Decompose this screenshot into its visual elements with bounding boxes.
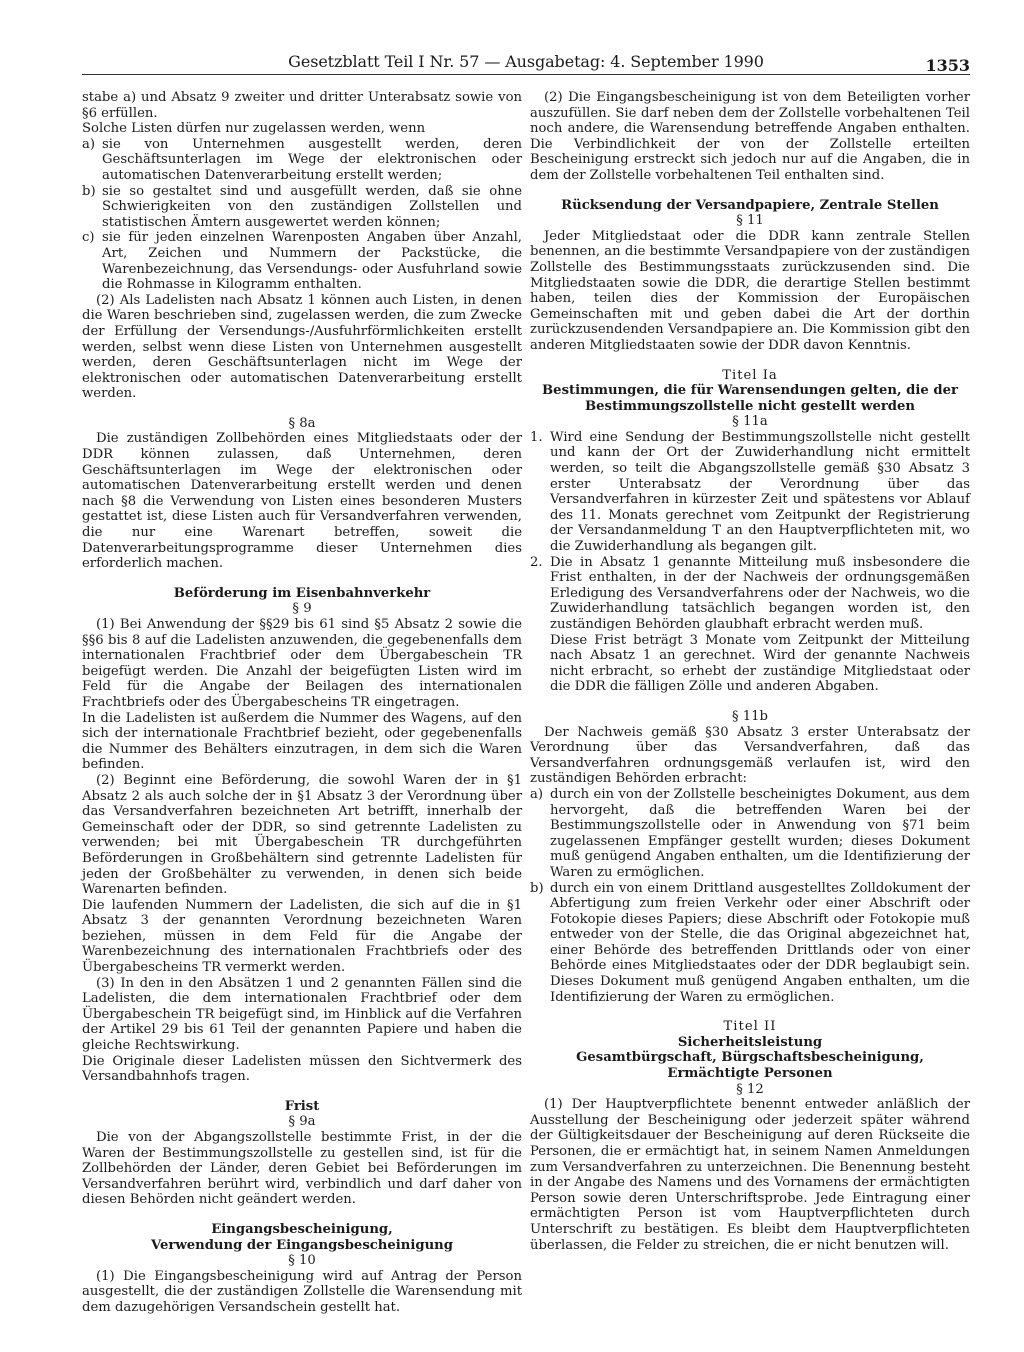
section-number-9: § 9	[292, 601, 312, 617]
right-column	[530, 90, 970, 1253]
section-number-10: § 10	[288, 1253, 316, 1269]
heading-2-line3: Ermächtigte Personen	[667, 1066, 833, 1082]
list-text: sie für jeden einzelnen Warenposten Angaben über Anzahl, Art, Zeichen und Nummern der Packstücke, die Warenbezeichnung, das Versendungs- oder Ausfuhrland sowie die Rohmasse in Kilogramm enthalten.	[102, 230, 522, 293]
list-text: sie so gestaltet sind und ausgefüllt werden, daß sie ohne Schwierigkeiten von den zuständigen Zollstellen und statistischen Ämtern ausgewertet werden können;	[102, 183, 522, 230]
left-column	[82, 90, 522, 1316]
list-label: a)	[82, 136, 96, 152]
heading-2-line1: Sicherheitsleistung	[677, 1034, 823, 1050]
heading-2-line2: Gesamtbürgschaft, Bürgschaftsbescheinigung,	[576, 1050, 924, 1066]
list-label: c)	[82, 230, 95, 246]
list-item	[82, 184, 522, 231]
paragraph-8a: Die zuständigen Zollbehörden eines Mitgliedstaats oder der DDR können zulassen, daß Unternehmen, deren Geschäftsunterlagen im Wege der elektronischen oder automatischen Datenverarbeitung erstellt werden und denen nach §8 die Verwendung von Listen eines besonderen Musters gestattet ist, diese Listen auch für Versandverfahren verwenden, die nur eine Warenart betreffen, soweit die Datenverarbeitungsprogramme dieser Unternehmen dies erforderlich machen.	[82, 431, 522, 572]
paragraph-12-1: (1) Der Hauptverpflichtete benennt entweder anläßlich der Ausstellung der Bescheinigung oder jederzeit später während der Gültigkeitsdauer der Bescheinigung auf deren Rückseite die Personen, die er ermächtigt hat, in seinem Namen Anmeldungen zum Versandverfahren zu unterzeichnen. Die Benennung besteht in der Angabe des Namens und des Vornamens der ermächtigten Person sowie deren Unterschriftsprobe. Jede Eintragung einer ermächtigten Person ist vom Hauptverpflichteten durch Unterschrift zu bestätigen. Es bleibt dem Hauptverpflichteten überlassen, die Felder zu streichen, die er nicht benutzen will.	[530, 1097, 970, 1253]
paragraph-8-2: (2) Als Ladelisten nach Absatz 1 können auch Listen, in denen die Waren beschrieben sind, zugelassen werden, die zum Zwecke der Erfüllung der Versendungs-/Ausfuhrförmlichkeiten erstellt werden, selbst wenn diese Listen von Unternehmen ausgestellt werden, deren Geschäftsunterlagen nicht im Wege der elektronischen oder automatischen Datenverarbeitung erstellt werden.	[82, 292, 522, 402]
section-number-9a: § 9a	[288, 1114, 316, 1130]
paragraph-11b: Der Nachweis gemäß §30 Absatz 3 erster Unterabsatz der Verordnung über das Versandverfahren, daß das Versandverfahren ordnungsgemäß verlaufen ist, wird den zuständigen Behörden erbracht:	[530, 724, 970, 787]
list-label: 1.	[530, 429, 543, 445]
heading-9a: Frist	[284, 1098, 320, 1114]
section-number-11b: § 11b	[731, 708, 768, 724]
heading-9: Beförderung im Eisenbahnverkehr	[173, 585, 431, 601]
list-label: b)	[82, 183, 96, 199]
list-item	[82, 230, 522, 292]
header-title: Gesetzblatt Teil I Nr. 57 — Ausgabetag: 4. September 1990	[288, 52, 764, 71]
list-item	[82, 137, 522, 184]
heading-10-line1: Eingangsbescheinigung,	[211, 1221, 393, 1237]
list-text: Die in Absatz 1 genannte Mitteilung muß insbesondere die Frist enthalten, in der der Nachweis der ordnungsgemäßen Erledigung des Versandverfahrens oder der Nachweis, wo die Zuwiderhandlung tatsächlich begangen worden ist, den zuständigen Behörden glaubhaft erbracht werden muß.	[550, 554, 970, 632]
paragraph-9-2: (2) Beginnt eine Beförderung, die sowohl Waren der in §1 Absatz 2 als auch solche der in §1 Absatz 3 der Verordnung über das Versandverfahren bezeichneten Art betrifft, innerhalb der Gemeinschaft oder der DDR, so sind getrennte Ladelisten zu verwenden; bei mit Übergabeschein TR durchgeführten Beförderungen in Großbehältern sind getrennte Ladelisten für jeden der Großbehälter zu verwenden, in denen sich beide Warenarten befinden.	[82, 772, 522, 898]
page-number: 1353	[925, 56, 970, 75]
list-item	[530, 430, 970, 555]
paragraph-9-1: (1) Bei Anwendung der §§29 bis 61 sind §5 Absatz 2 sowie die §§6 bis 8 auf die Ladelisten anzuwenden, die gegebenenfalls dem internationalen Frachtbrief oder dem Übergabeschein TR beigefügt werden. Die Anzahl der beigefügten Listen wird im Feld für die Angabe der Beilagen des internationalen Frachtbriefs oder des Übergabescheins TR eingetragen.	[82, 617, 522, 710]
list-item-continuation	[530, 633, 970, 695]
paragraph-11: Jeder Mitgliedstaat oder die DDR kann zentrale Stellen benennen, an die bestimmte Versandpapiere von der zuständigen Zollstelle des Bestimmungsstaats zurückzusenden sind. Die Mitgliedstaaten sowie die DDR, die derartige Stellen bestimmt haben, teilen dies der Kommission der Europäischen Gemeinschaften mit und geben dabei die Art der dorthin zurückzusendenden Versandpapiere an. Die Kommission gibt den anderen Mitgliedstaaten sowie der DDR davon Kenntnis.	[530, 228, 970, 353]
heading-10-line2: Verwendung der Eingangsbescheinigung	[151, 1237, 453, 1253]
list-label: a)	[530, 786, 544, 802]
titel-1a: Titel Ia	[722, 367, 778, 383]
section-number-11a: § 11a	[732, 414, 768, 430]
list-text: durch ein von einem Drittland ausgestelltes Zolldokument der Abfertigung zum freien Verkehr oder einer Abschrift oder Fotokopie dieses Papiers; diese Abschrift oder Fotokopie muß entweder von der Stelle, die das Original abgezeichnet hat, einer Behörde des betreffenden Drittlands oder von einer Behörde eines Mitgliedstaates oder der DDR beglaubigt sein. Dieses Dokument muß genügend Angaben enthalten, um die Identifizierung der Waren zu ermöglichen.	[550, 880, 970, 1005]
heading-1a-line1: Bestimmungen, die für Warensendungen gelten, die der	[542, 383, 958, 399]
list-text: durch ein von der Zollstelle bescheinigtes Dokument, aus dem hervorgeht, daß die betreffenden Waren bei der Bestimmungszollstelle oder in Anwendung von §71 beim zugelassenen Empfänger gestellt wurden; dieses Dokument muß genügend Angaben enthalten, um die Identifizierung der Waren zu ermöglichen.	[550, 786, 970, 880]
section-number-8a: § 8a	[288, 415, 316, 431]
paragraph-10-2: (2) Die Eingangsbescheinigung ist von dem Beteiligten vorher auszufüllen. Sie darf neben dem der Zollstelle vorbehaltenen Teil noch andere, die Warensendung betreffende Angaben enthalten. Die Verbindlichkeit der von der Zollstelle erteilten Bescheinigung erstreckt sich jedoch nur auf die Angaben, die in dem der Zollstelle vorbehaltenen Teil enthalten sind.	[530, 90, 970, 183]
heading-11: Rücksendung der Versandpapiere, Zentrale Stellen	[561, 197, 939, 213]
list-label: b)	[530, 880, 544, 896]
list-item	[530, 881, 970, 1006]
paragraph-10-1: (1) Die Eingangsbescheinigung wird auf Antrag der Person ausgestellt, die der zuständigen Zollstelle die Warensendung mit dem dazugehörigen Versandschein gestellt hat.	[82, 1268, 522, 1315]
header-rule	[82, 74, 970, 75]
list-item	[530, 555, 970, 633]
paragraph-9-3: (3) In den in den Absätzen 1 und 2 genannten Fällen sind die Ladelisten, die dem internationalen Frachtbrief oder dem Übergabeschein TR beigefügt sind, im Hinblick auf die Verfahren der Artikel 29 bis 61 Teil der genannten Papiere und haben die gleiche Rechtswirkung.	[82, 975, 522, 1054]
paragraph-9-2b: Die laufenden Nummern der Ladelisten, die sich auf die in §1 Absatz 3 der genannten Verordnung bezeichneten Waren beziehen, müssen in dem Feld für die Angabe der Warenbezeichnung des internationalen Frachtbriefs oder des Übergabescheins TR vermerkt werden.	[82, 897, 522, 976]
list-text: Wird eine Sendung der Bestimmungszollstelle nicht gestellt und kann der Ort der Zuwiderhandlung nicht ermittelt werden, so teilt die Abgangszollstelle gemäß §30 Absatz 3 erster Unterabsatz der Verordnung über das Versandverfahren in kürzester Zeit und spätestens vor Ablauf des 11. Monats gerechnet vom Zeitpunkt der Registrierung der Versandanmeldung T an den Hauptverpflichteten mit, wo die Zuwiderhandlung als begangen gilt.	[550, 429, 970, 555]
paragraph-continuation: stabe a) und Absatz 9 zweiter und dritter Unterabsatz sowie von §6 erfüllen.	[82, 90, 522, 121]
list-text: sie von Unternehmen ausgestellt werden, deren Geschäftsunterlagen im Wege der elektronischen oder automatischen Datenverarbeitung erstellt werden;	[102, 136, 522, 183]
list-label: 2.	[530, 554, 543, 570]
section-number-12: § 12	[736, 1081, 764, 1097]
list-item	[530, 787, 970, 881]
paragraph-9-3b: Die Originale dieser Ladelisten müssen den Sichtvermerk des Versandbahnhofs tragen.	[82, 1053, 522, 1085]
paragraph-9a: Die von der Abgangszollstelle bestimmte Frist, in der die Waren der Bestimmungszollstelle zu gestellen sind, ist für die Zollbehörden der Länder, deren Gebiet bei Beförderungen im Versandverfahren berührt wird, verbindlich und darf daher von diesen Behörden nicht geändert werden.	[82, 1130, 522, 1208]
titel-2: Titel II	[723, 1019, 777, 1035]
paragraph-listen-intro: Solche Listen dürfen nur zugelassen werden, wenn	[82, 121, 426, 137]
heading-1a-line2: Bestimmungszollstelle nicht gestellt werden	[584, 398, 915, 414]
section-number-11: § 11	[736, 213, 764, 229]
paragraph-9-1b: In die Ladelisten ist außerdem die Nummer des Wagens, auf den sich der internationale Frachtbrief bezieht, oder gegebenenfalls die Nummer des Behälters einzutragen, in dem sich die Waren befinden.	[82, 710, 522, 773]
paragraph-11a-2b: Diese Frist beträgt 3 Monate vom Zeitpunkt der Mitteilung nach Absatz 1 an gerechnet. Wird der genannte Nachweis nicht erbracht, so erhebt der zuständige Mitgliedstaat oder die DDR die fälligen Zölle und anderen Abgaben.	[550, 632, 970, 695]
page-header	[82, 52, 970, 78]
